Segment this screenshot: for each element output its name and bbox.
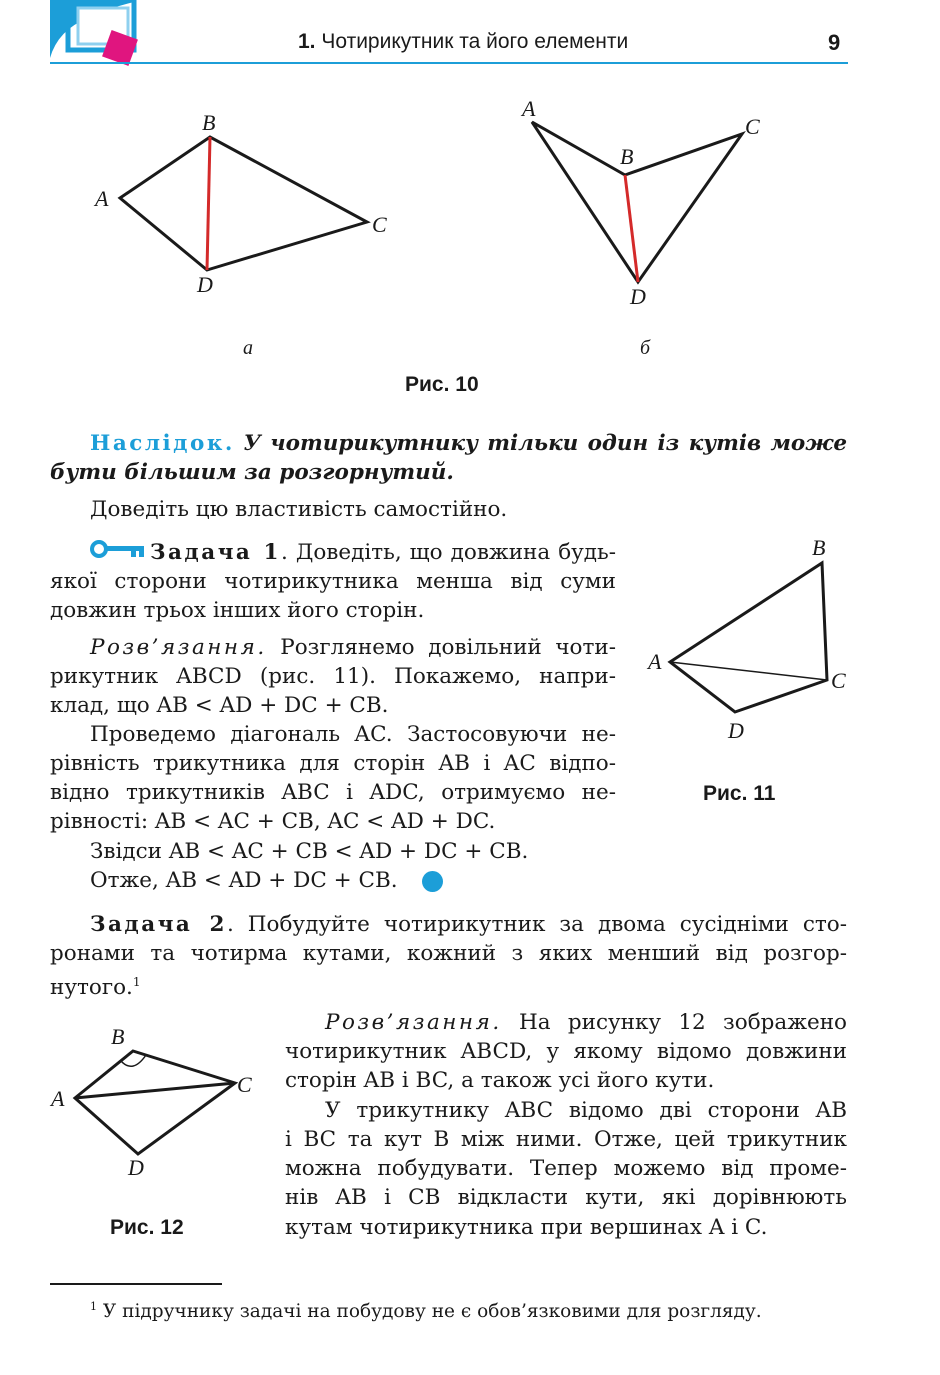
fig11-vertex-b: B	[812, 535, 826, 560]
fig10a-sublabel: а	[243, 337, 253, 359]
fig12-vertex-b: B	[111, 1024, 125, 1049]
fig11-vertex-a: A	[648, 649, 662, 674]
task2-solution-label: Розв’язання.	[325, 1010, 502, 1035]
task2-line1	[90, 910, 847, 940]
task1-p3: Звідси AB < AC + CB < AD + DC + CB.	[90, 839, 529, 864]
footnote-number: 1	[90, 1300, 97, 1313]
fig10b-sublabel: б	[640, 337, 651, 359]
fig10a-vertex-d: D	[197, 272, 213, 297]
task2-solution-line1	[325, 1008, 847, 1038]
fig12-vertex-a: A	[51, 1086, 65, 1111]
task2-s-6: можна побудувати. Тепер можемо від проме-	[285, 1156, 847, 1181]
fig11-vertex-d: D	[728, 718, 744, 743]
end-of-solution-dot	[422, 871, 443, 892]
footnote-rule	[50, 1283, 222, 1285]
fig11-drawing	[640, 535, 860, 755]
fig10b-vertex-c: C	[745, 114, 760, 139]
task1-p2-4: рівності: AB < AC + CB, AC < AD + DC.	[50, 809, 496, 834]
fig10a-vertex-b: B	[202, 110, 216, 135]
task1-p2-2: рівність трикутника для сторін AB і AC відпо-	[50, 751, 616, 776]
key-icon	[89, 539, 147, 563]
corollary-label: Наслідок.	[90, 431, 235, 456]
header-rule	[50, 62, 848, 64]
task2-s-2: чотирикутник ABCD, у якому відомо довжини	[285, 1039, 847, 1064]
fig10a-vertex-c: C	[372, 212, 387, 237]
fig12-vertex-c: C	[237, 1072, 252, 1097]
task1-line1	[150, 538, 616, 568]
task1-solution-line1	[90, 633, 616, 663]
corollary-text-2: бути більшим за розгорнутий.	[50, 460, 454, 485]
task1-p4: Отже, AB < AD + DC + CB.	[90, 868, 398, 893]
task2-s-7: нів AB і CB відкласти кути, які дорівнюють	[285, 1185, 847, 1210]
prove-self-text: Доведіть цю властивість самостійно.	[90, 497, 508, 522]
section-title: Чотирикутник та його елементи	[321, 30, 629, 53]
task2-s-3: сторін AB і BC, а також усі його кути.	[285, 1068, 715, 1093]
header-section	[298, 30, 628, 54]
fig10-drawing	[80, 90, 780, 370]
fig10a-quad	[93, 110, 387, 297]
task1-statement-3: довжин трьох інших його сторін.	[50, 598, 425, 623]
fig10b-vertex-a: A	[522, 96, 536, 121]
footnote	[90, 1292, 762, 1327]
task2-text-2: ронами та чотирма кутами, кожний з яких менший від розгор-	[50, 941, 847, 966]
fig10b-quad	[520, 96, 760, 309]
fig10-caption: Рис. 10	[405, 373, 479, 396]
footnote-text: У підручнику задачі на побудову не є обов’язковими для розгляду.	[97, 1301, 762, 1323]
fig12-drawing	[45, 1020, 275, 1190]
corollary-line1	[90, 429, 847, 459]
task1-statement-2: якої сторони чотирикутника менша від суми	[50, 569, 616, 594]
task2-text-1: . Побудуйте чотирикутник за двома сусідніми сто-	[226, 912, 848, 937]
task2-label: Задача 2	[90, 912, 227, 937]
fig10b-vertex-d: D	[630, 284, 646, 309]
task2-s-1: На рисунку 12 зображено	[501, 1010, 847, 1035]
task1-p2-3: відно трикутників ABC і ADC, отримуємо не-	[50, 780, 616, 805]
fig12-caption: Рис. 12	[110, 1216, 184, 1239]
section-number: 1.	[298, 30, 316, 53]
task1-statement-1: . Доведіть, що довжина будь-	[281, 540, 616, 565]
task2-line3	[50, 968, 141, 1003]
task2-s-8: кутам чотирикутника при вершинах A і C.	[285, 1215, 768, 1240]
task2-footnote-ref: 1	[132, 975, 141, 989]
fig10a-vertex-a: A	[95, 186, 109, 211]
task1-solution-label: Розв’язання.	[90, 635, 267, 660]
task1-solution-text-3: клад, що AB < AD + DC + CB.	[50, 693, 389, 718]
fig11-vertex-c: C	[831, 668, 846, 693]
fig12-vertex-d: D	[128, 1155, 144, 1180]
fig12-diagonal	[75, 1083, 235, 1098]
task2-s-4: У трикутнику ABC відомо дві сторони AB	[325, 1098, 847, 1123]
fig10b-vertex-b: B	[620, 144, 634, 169]
page-number: 9	[828, 30, 841, 55]
task1-solution-text-2: рикутник ABCD (рис. 11). Покажемо, напри-	[50, 664, 616, 689]
fig11-diagonal	[670, 662, 827, 680]
fig10a-diagonal	[207, 137, 210, 270]
task2-text-3: нутого.	[50, 975, 133, 1001]
task1-label: Задача 1	[150, 540, 281, 565]
task2-s-5: і BC та кут B між ними. Отже, цей трикутник	[285, 1127, 847, 1152]
fig11-caption: Рис. 11	[703, 782, 776, 805]
corollary-text-1: У чотирикутнику тільки один із кутів може	[243, 431, 847, 456]
corollary-line2	[50, 458, 847, 488]
task1-p2-1: Проведемо діагональ AC. Застосовуючи не-	[90, 722, 616, 747]
task1-solution-text-1: Розглянемо довільний чоти-	[266, 635, 616, 660]
